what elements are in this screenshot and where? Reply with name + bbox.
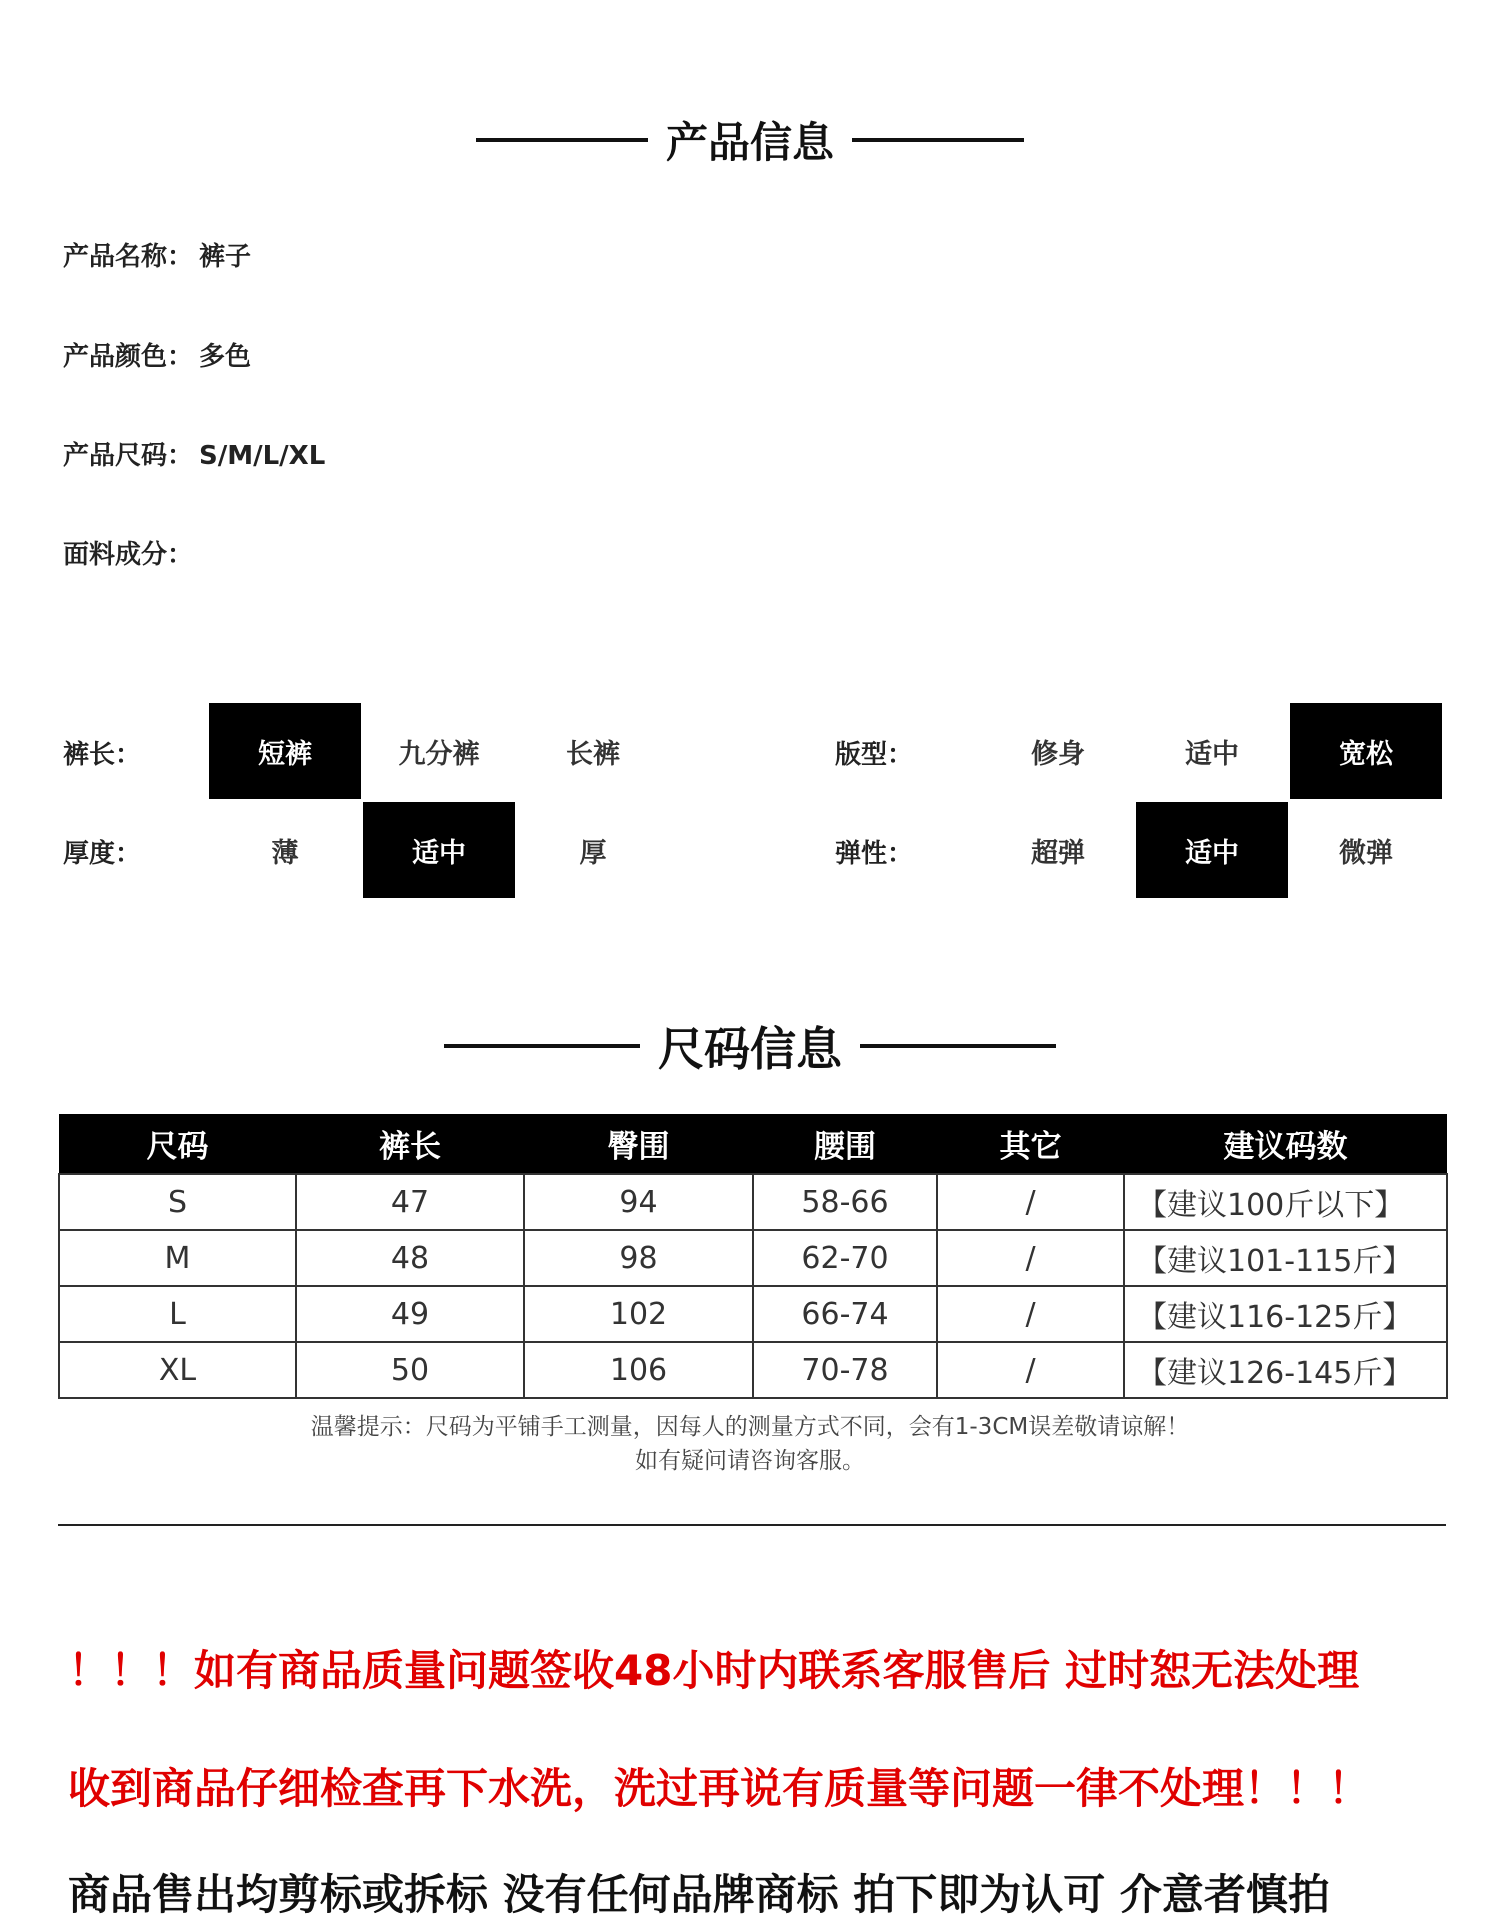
cell-hip: 94 — [524, 1174, 753, 1230]
contact-note: 如有疑问请咨询客服。 — [635, 1448, 865, 1474]
fabric-label: 面料成分： — [63, 540, 194, 570]
table-row — [59, 1174, 1447, 1230]
section-divider — [58, 1524, 1446, 1526]
table-row — [59, 1342, 1447, 1398]
cell-hip: 98 — [524, 1230, 753, 1286]
cell-length: 49 — [296, 1286, 524, 1342]
cell-other: / — [937, 1230, 1124, 1286]
elasticity-option-high: 超弹 — [1031, 837, 1085, 869]
thickness-option-thick: 厚 — [579, 837, 607, 869]
product-color-value: 多色 — [199, 342, 252, 372]
cell-other: / — [937, 1286, 1124, 1342]
fit-option-slim: 修身 — [1031, 738, 1085, 770]
cell-length: 47 — [296, 1174, 524, 1230]
header-hip: 臀围 — [524, 1114, 753, 1174]
cell-waist: 70-78 — [753, 1342, 937, 1398]
cell-waist: 58-66 — [753, 1174, 937, 1230]
length-option-long: 长裤 — [566, 738, 620, 770]
product-color-row — [63, 336, 251, 373]
cell-recommended: 【建议116-125斤】 — [1124, 1286, 1447, 1342]
cell-size: L — [59, 1286, 296, 1342]
cell-size: XL — [59, 1342, 296, 1398]
quality-notice: ！！！如有商品质量问题签收48小时内联系客服售后 过时恕无法处理 — [68, 1646, 1360, 1695]
header-other: 其它 — [937, 1114, 1124, 1174]
length-label: 裤长： — [63, 740, 142, 770]
cell-length: 50 — [296, 1342, 524, 1398]
wash-notice: 收到商品仔细检查再下水洗，洗过再说有质量等问题一律不处理！！！ — [68, 1764, 1371, 1813]
heading-line-right — [860, 1044, 1056, 1048]
product-name-value: 裤子 — [199, 242, 252, 272]
heading-line-left — [444, 1044, 640, 1048]
product-info-heading — [0, 112, 1500, 168]
cell-other: / — [937, 1342, 1124, 1398]
thickness-label: 厚度： — [63, 839, 142, 869]
cell-hip: 106 — [524, 1342, 753, 1398]
product-info-title: 产品信息 — [665, 118, 834, 167]
cell-waist: 66-74 — [753, 1286, 937, 1342]
product-size-label: 产品尺码： — [63, 441, 194, 471]
label-notice: 商品售出均剪标或拆标 没有任何品牌商标 拍下即为认可 介意者慎拍 — [68, 1870, 1330, 1919]
product-size-row — [63, 435, 325, 472]
product-name-label: 产品名称： — [63, 242, 194, 272]
thickness-option-thin: 薄 — [271, 837, 299, 869]
fit-label: 版型： — [835, 740, 914, 770]
elasticity-label: 弹性： — [835, 839, 914, 869]
heading-line-right — [852, 138, 1024, 142]
size-table-header — [59, 1114, 1447, 1174]
table-row — [59, 1286, 1447, 1342]
size-table — [58, 1114, 1448, 1399]
heading-line-left — [476, 138, 648, 142]
cell-recommended: 【建议126-145斤】 — [1124, 1342, 1447, 1398]
product-size-value: S/M/L/XL — [199, 441, 326, 471]
length-option-shorts: 短裤 — [209, 703, 361, 799]
fit-option-regular: 适中 — [1185, 738, 1239, 770]
thickness-option-medium: 适中 — [363, 802, 515, 898]
header-size: 尺码 — [59, 1114, 296, 1174]
product-color-label: 产品颜色： — [63, 342, 194, 372]
product-name-row — [63, 236, 251, 273]
cell-hip: 102 — [524, 1286, 753, 1342]
cell-waist: 62-70 — [753, 1230, 937, 1286]
elasticity-option-medium: 适中 — [1136, 802, 1288, 898]
cell-recommended: 【建议101-115斤】 — [1124, 1230, 1447, 1286]
header-recommended: 建议码数 — [1124, 1114, 1447, 1174]
cell-size: M — [59, 1230, 296, 1286]
size-info-title: 尺码信息 — [658, 1022, 842, 1076]
cell-length: 48 — [296, 1230, 524, 1286]
cell-other: / — [937, 1174, 1124, 1230]
table-row — [59, 1230, 1447, 1286]
fabric-row — [63, 534, 199, 571]
header-length: 裤长 — [296, 1114, 524, 1174]
cell-recommended: 【建议100斤以下】 — [1124, 1174, 1447, 1230]
cell-size: S — [59, 1174, 296, 1230]
elasticity-option-slight: 微弹 — [1339, 837, 1393, 869]
size-info-heading — [0, 1016, 1500, 1076]
measurement-note: 温馨提示：尺码为平铺手工测量，因每人的测量方式不同，会有1-3CM误差敬请谅解！ — [310, 1414, 1190, 1440]
fit-option-loose: 宽松 — [1290, 703, 1442, 799]
header-waist: 腰围 — [753, 1114, 937, 1174]
length-option-cropped: 九分裤 — [398, 738, 480, 770]
